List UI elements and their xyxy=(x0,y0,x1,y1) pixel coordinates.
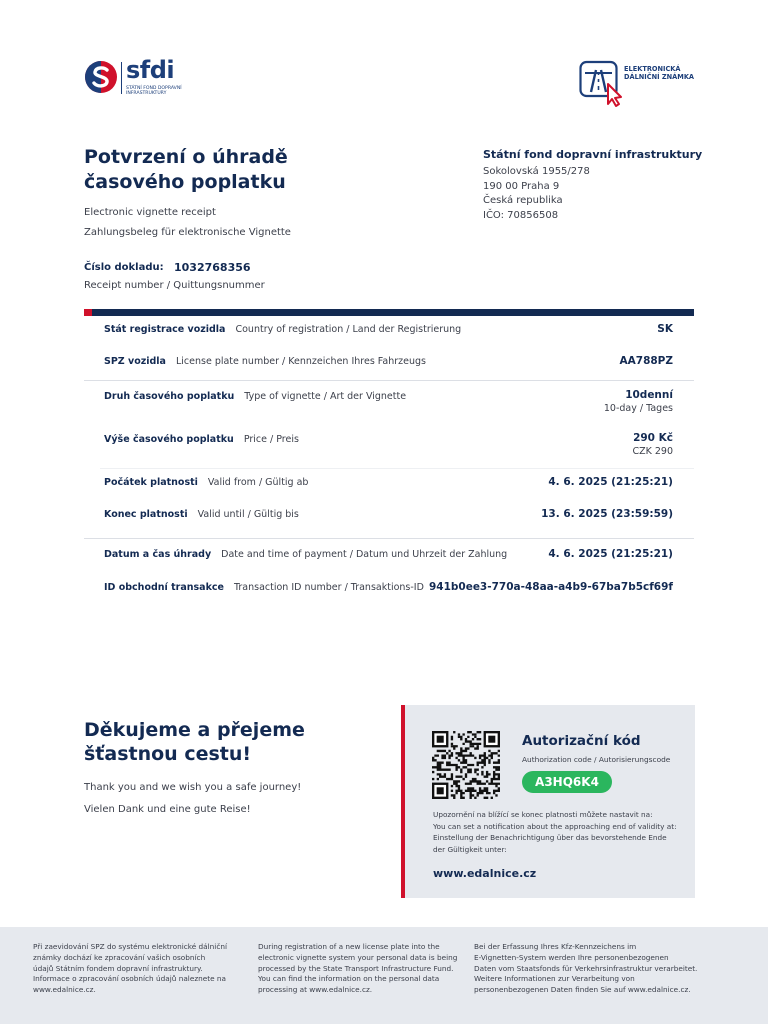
title-line-1: Potvrzení o úhradě xyxy=(84,146,288,168)
title-line-2: časového poplatku xyxy=(84,171,286,193)
auth-title: Autorizační kód xyxy=(522,733,641,749)
org-street: Sokolovská 1955/278 xyxy=(483,166,590,177)
row-value-transaction-id: 941b0ee3-770a-48aa-a4b9-67ba7b5cf69f xyxy=(428,581,673,593)
authorization-panel-accent xyxy=(401,705,405,898)
footer-line: známky dochází ke zpracování vašich osobních xyxy=(33,952,206,962)
footer-line: Bei der Erfassung Ihres Kfz-Kennzeichens im xyxy=(474,942,637,951)
table-divider xyxy=(84,380,694,381)
auth-note-line: Einstellung der Benachrichtigung über das bevorstehende Ende xyxy=(433,833,667,843)
auth-code-badge: A3HQ6K4 xyxy=(522,771,612,793)
footer-line: Při zaevidování SPZ do systému elektronické dálniční xyxy=(33,942,227,951)
row-label: Druh časového poplatku xyxy=(104,391,235,402)
auth-note-line: der Gültigkeit unter: xyxy=(433,844,507,854)
row-type xyxy=(104,391,406,402)
row-desc: Valid until / Gültig bis xyxy=(197,509,299,520)
auth-note-line: Upozornění na blížící se konec platnosti můžete nastavit na: xyxy=(433,810,653,819)
row-label: Konec platnosti xyxy=(104,509,188,520)
row-desc: License plate number / Kennzeichen Ihres Fahrzeugs xyxy=(175,356,426,367)
row-desc: Date and time of payment / Datum und Uhrzeit der Zahlung xyxy=(221,549,508,560)
row-label: SPZ vozidla xyxy=(104,356,166,367)
auth-subtitle: Authorization code / Autorisierungscode xyxy=(522,755,671,764)
footer-line: electronic vignette system your personal data is being xyxy=(258,952,458,962)
table-divider-light xyxy=(100,468,694,469)
org-country: Česká republika xyxy=(483,195,563,206)
sfdi-s-icon xyxy=(84,60,118,94)
row-plate xyxy=(104,356,426,367)
edalnice-logo xyxy=(579,60,699,110)
row-value-payment-date: 4. 6. 2025 (21:25:21) xyxy=(548,548,673,560)
doc-number-sub: Receipt number / Quittungsnummer xyxy=(84,280,265,291)
doc-number-label: Číslo dokladu: xyxy=(84,262,164,273)
edz-line-2: DÁLNIČNÍ ZNÁMKA xyxy=(624,73,695,81)
row-desc: Country of registration / Land der Registrierung xyxy=(235,324,462,335)
thanks-line-1: Děkujeme a přejeme xyxy=(84,719,305,741)
row-value-country: SK xyxy=(657,323,673,335)
org-city: 190 00 Praha 9 xyxy=(483,181,560,192)
highway-cursor-icon xyxy=(579,60,625,108)
row-transaction-id xyxy=(104,582,424,593)
table-top-bar-accent xyxy=(84,309,92,316)
footer-col-cz xyxy=(33,942,243,996)
footer-line: You can find the information on the personal data xyxy=(258,974,440,984)
auth-note-line: You can set a notification about the approaching end of validity at: xyxy=(433,821,677,831)
sfdi-wordmark: sfdi xyxy=(126,56,175,84)
row-label: ID obchodní transakce xyxy=(104,582,224,593)
row-valid-until xyxy=(104,509,299,520)
row-desc: Transaction ID number / Transaktions-ID xyxy=(233,582,424,593)
row-payment-date xyxy=(104,549,507,560)
footer-line: processing at www.edalnice.cz. xyxy=(258,985,373,995)
row-price xyxy=(104,434,299,445)
thanks-line-2: šťastnou cestu! xyxy=(84,743,252,765)
footer-line: Weitere Informationen zur Verarbeitung von xyxy=(474,974,635,984)
row-value-type: 10denní xyxy=(625,389,673,401)
row-label: Výše časového poplatku xyxy=(104,434,234,445)
footer-line: údajů Státním fondem dopravní infrastruktury. xyxy=(33,963,203,973)
row-value-plate: AA788PZ xyxy=(619,355,673,367)
footer-line: Informace o zpracování osobních údajů naleznete na xyxy=(33,974,227,984)
row-value2-price: CZK 290 xyxy=(632,446,673,457)
page-title xyxy=(84,145,384,195)
table-top-bar xyxy=(84,309,694,316)
row-value-valid-from: 4. 6. 2025 (21:25:21) xyxy=(548,476,673,488)
footer-col-de xyxy=(474,942,736,996)
row-country xyxy=(104,324,461,335)
row-desc: Valid from / Gültig ab xyxy=(207,477,309,488)
sfdi-subtitle: STÁTNÍ FOND DOPRAVNÍ INFRASTRUKTURY xyxy=(126,86,182,97)
footer-line: personenbezogenen Daten finden Sie auf www.edalnice.cz. xyxy=(474,985,691,995)
footer-col-en xyxy=(258,942,468,996)
footer-line: During registration of a new license plate into the xyxy=(258,942,440,951)
thanks-heading xyxy=(84,718,364,766)
org-name: Státní fond dopravní infrastruktury xyxy=(483,148,703,161)
sfdi-divider xyxy=(121,62,122,94)
edz-line-1: ELEKTRONICKÁ xyxy=(624,65,681,73)
row-desc: Type of vignette / Art der Vignette xyxy=(244,391,407,402)
row-desc: Price / Preis xyxy=(243,434,299,445)
footer-line: Daten vom Staatsfonds für Verkehrsinfrastruktur verarbeitet. xyxy=(474,963,698,973)
row-label: Počátek platnosti xyxy=(104,477,198,488)
sfdi-logo xyxy=(84,56,194,100)
subtitle-en: Electronic vignette receipt xyxy=(84,207,216,218)
edalnice-link[interactable]: www.edalnice.cz xyxy=(433,867,537,880)
row-value-valid-until: 13. 6. 2025 (23:59:59) xyxy=(541,508,673,520)
footer-line: processed by the State Transport Infrastructure Fund. xyxy=(258,963,454,973)
row-label: Datum a čas úhrady xyxy=(104,549,212,560)
auth-note xyxy=(433,809,683,855)
subtitle-de: Zahlungsbeleg für elektronische Vignette xyxy=(84,227,291,238)
footer-line: www.edalnice.cz. xyxy=(33,985,96,995)
footer-line: E-Vignetten-System werden Ihre personenbezogenen xyxy=(474,952,669,962)
edalnice-logo-text xyxy=(624,65,694,81)
table-divider xyxy=(84,538,694,539)
row-value-price: 290 Kč xyxy=(633,432,673,444)
doc-number-value: 1032768356 xyxy=(174,261,251,274)
qr-code-icon xyxy=(432,731,500,799)
row-label: Stát registrace vozidla xyxy=(104,324,226,335)
thanks-de: Vielen Dank und eine gute Reise! xyxy=(84,804,251,815)
thanks-en: Thank you and we wish you a safe journey! xyxy=(84,782,302,793)
row-value2-type: 10-day / Tages xyxy=(603,403,673,414)
org-ico: IČO: 70856508 xyxy=(483,210,559,221)
row-valid-from xyxy=(104,477,308,488)
